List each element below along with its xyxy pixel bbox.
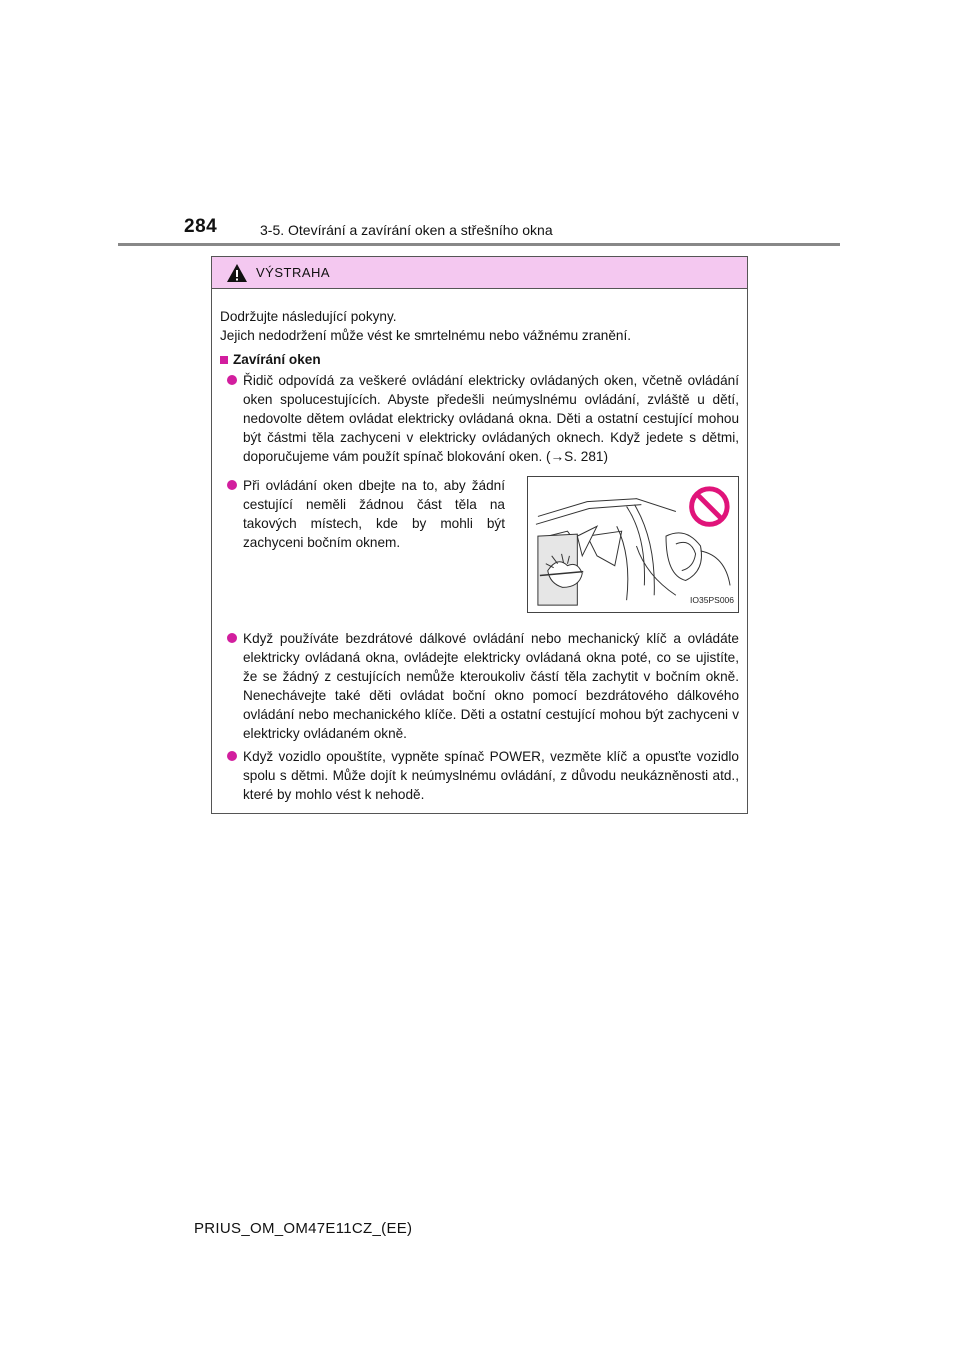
bullet-dot-icon [227,375,237,385]
warning-item-text: Řidič odpovídá za veškeré ovládání elektricky ovládaných oken, včetně ovládání oken spolucestujících. Abyste předešli neúmyslnému ovládání, zvláště u dětí, nedovolte dětem ovládat elektricky ovládaná okna. Děti a ostatní cestující mohou být částmi těla zachyceni v elektricky ovládaných oknech. Když jedete s dětmi, doporučujeme vám použít spínač blokování oken. (→S. 281) [243,373,739,464]
warning-intro [220,307,739,345]
warning-item-text: Při ovládání oken dbejte na to, aby žádní cestující neměli žádnou část těla na takových místech, kde by mohli být zachyceni bočním oknem. [243,478,505,550]
figure-code: IO35PS006 [690,595,734,605]
warning-item-text: Když používáte bezdrátové dálkové ovládání nebo mechanický klíč a ovládáte elektricky ovládaná okna, ovládejte elektricky ovládaná okna poté, co se ujistíte, že se žádný z cestujících nemůže kteroukoliv částí těla zachytit v bočním okně. Nenechávejte také děti ovládat boční okno pomocí bezdrátového dálkového ovládání nebo mechanického klíče. Děti a ostatní cestující mohou být zachyceni v elektricky ovládaném okně. [243,631,739,741]
header-divider [118,243,840,246]
section-title: 3-5. Otevírání a zavírání oken a střešního okna [260,222,553,238]
warning-box [211,256,748,814]
intro-line-2: Jejich nedodržení může vést ke smrtelnému nebo vážnému zranění. [220,328,632,343]
warning-item-with-figure [227,476,739,613]
warning-item-text: Když vozidlo opouštíte, vypněte spínač POWER, vezměte klíč a opusťte vozidlo spolu s dětmi. Může dojít k neúmyslnému ovládání, z důvodu neukázněnosti atd., které by mohlo vést k nehodě. [243,749,739,802]
warning-item [227,371,739,466]
bullet-dot-icon [227,751,237,761]
subheading-text: Zavírání oken [233,352,321,367]
bullet-dot-icon [227,633,237,643]
warning-body [212,289,747,804]
warning-item [227,629,739,743]
intro-line-1: Dodržujte následující pokyny. [220,309,397,324]
bullet-dot-icon [227,480,237,490]
warning-title: VÝSTRAHA [256,265,331,280]
document-code: PRIUS_OM_OM47E11CZ_(EE) [194,1220,413,1237]
warning-item [227,747,739,804]
page-number: 284 [184,216,218,237]
warning-header [212,257,747,289]
square-bullet-icon [220,356,228,364]
warning-triangle-icon [226,263,248,283]
subheading [220,350,739,369]
window-pinch-illustration [527,476,739,613]
